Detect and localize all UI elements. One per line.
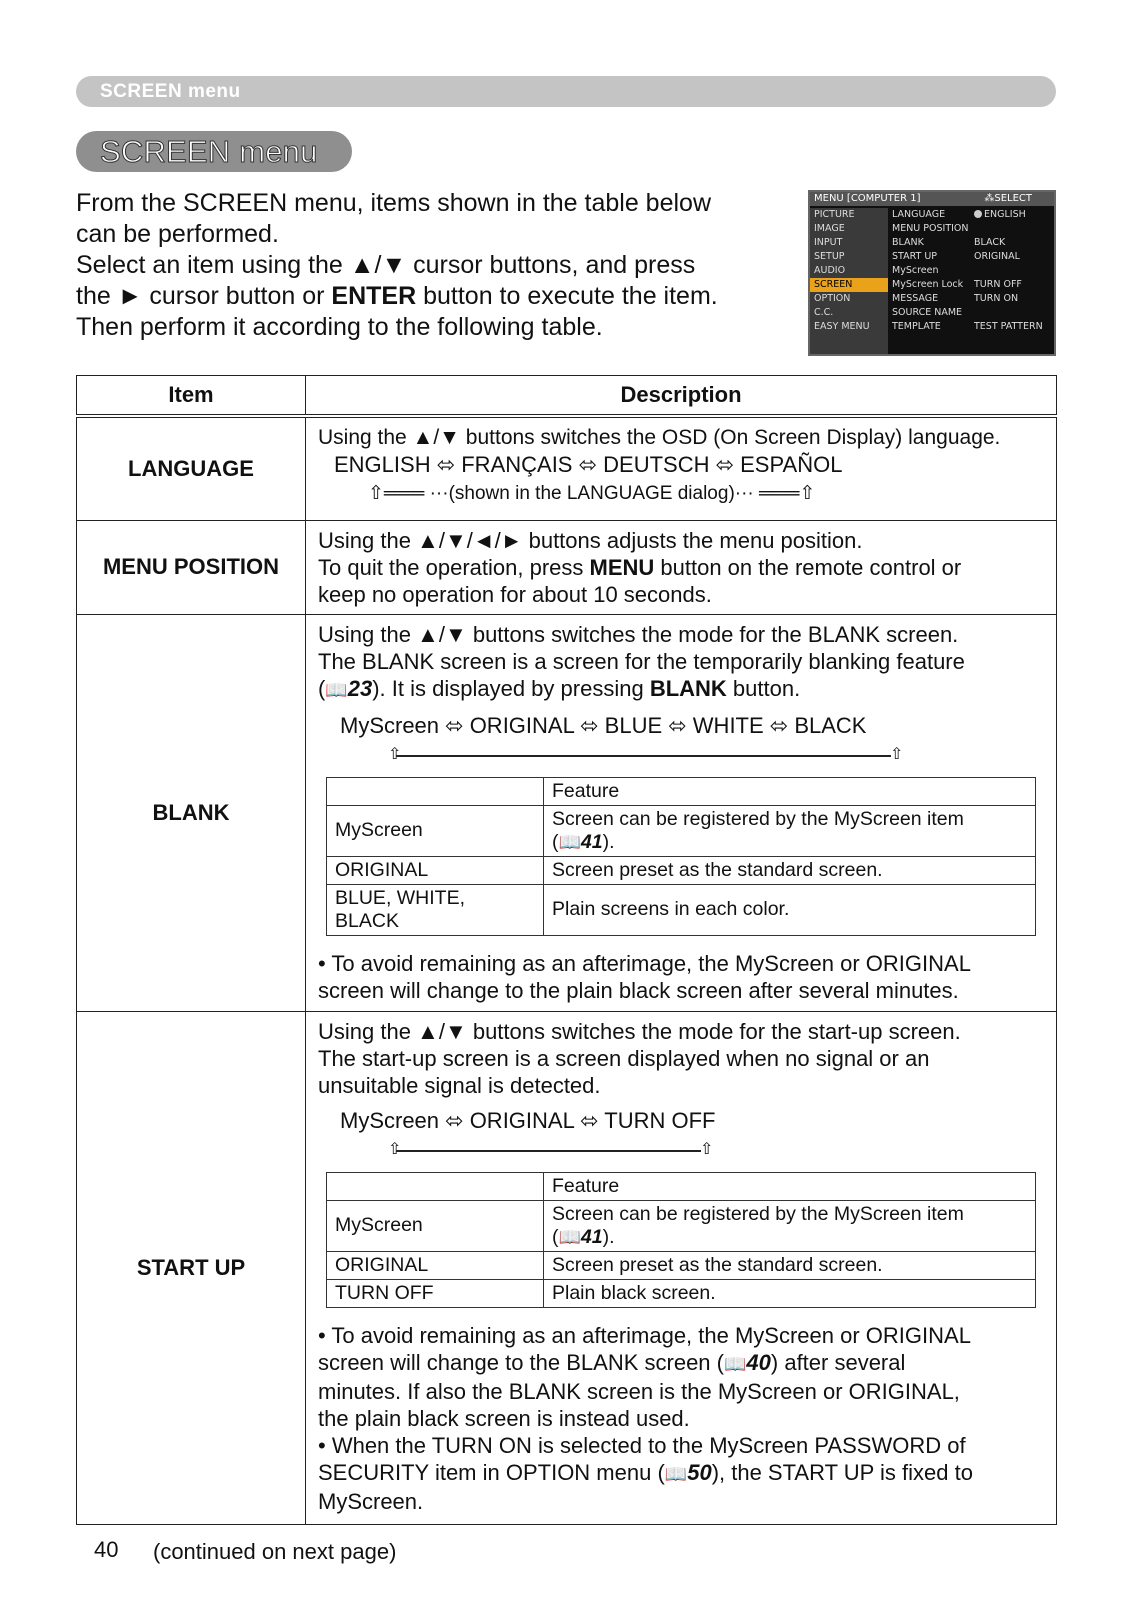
book-icon: 📖 <box>325 679 348 700</box>
desc-line: keep no operation for about 10 seconds. <box>318 581 712 607</box>
section-header-bar <box>76 76 1056 107</box>
intro-line <box>76 281 776 312</box>
note-line: • When the TURN ON is selected to the MyScreen PASSWORD of <box>318 1432 966 1458</box>
table-row <box>77 520 1057 614</box>
section-header-text: SCREEN menu <box>100 81 241 102</box>
blank-feature-table <box>326 777 1036 936</box>
table-row <box>77 1011 1057 1524</box>
table-row <box>77 614 1057 1011</box>
desc-line: Using the ▲/▼/◄/► buttons adjusts the menu position. <box>318 527 863 553</box>
note-line: • To avoid remaining as an afterimage, the MyScreen or ORIGINAL <box>318 1322 971 1348</box>
osd-left-item: EASY MENU <box>814 321 870 332</box>
table-row <box>327 777 1036 805</box>
page-ref: 41 <box>580 1225 603 1248</box>
table-row <box>327 1200 1036 1251</box>
desc-line: The start-up screen is a screen displayed when no signal or an <box>318 1045 930 1071</box>
osd-left-item: AUDIO <box>814 265 846 276</box>
startup-cycle-return: ⇧ ⇧ <box>388 1140 714 1158</box>
page-number: 40 <box>94 1537 119 1562</box>
osd-row: MyScreen Lock TURN OFF <box>892 279 1022 290</box>
desc-line: Using the ▲/▼ buttons switches the OSD (On Screen Display) language. <box>318 426 1001 449</box>
blank-keyword: BLANK <box>649 675 727 701</box>
column-header-description: Description <box>306 376 1057 417</box>
note-line: minutes. If also the BLANK screen is the MyScreen or ORIGINAL, <box>318 1378 960 1404</box>
osd-row: SOURCE NAME <box>892 307 963 318</box>
osd-title: MENU [COMPUTER 1] <box>814 193 921 204</box>
osd-left-item: IMAGE <box>814 223 845 234</box>
table-row <box>327 1251 1036 1279</box>
screen-menu-table <box>76 375 1057 1525</box>
enter-keyword: ENTER <box>331 282 417 310</box>
page-title: SCREEN menu <box>100 134 318 169</box>
table-header-row <box>77 376 1057 417</box>
mode-feature: Plain screens in each color. <box>544 884 1036 935</box>
description-menu-position <box>306 520 1057 614</box>
osd-row: MESSAGE TURN ON <box>892 293 1019 304</box>
page-ref: 23 <box>347 675 373 701</box>
desc-line: To quit the operation, press MENU button on the remote control or <box>318 554 962 580</box>
osd-left-item: SETUP <box>814 251 845 262</box>
mode-feature: Screen preset as the standard screen. <box>544 856 1036 884</box>
desc-line: The BLANK screen is a screen for the temporarily blanking feature <box>318 648 965 674</box>
desc-line: (📖23). It is displayed by pressing BLANK button. <box>318 675 1046 704</box>
intro-text-run: button to execute the item. <box>416 282 718 310</box>
intro-text-run: the ► cursor button or <box>76 282 332 310</box>
language-cycle-return: ⇧═══ ···(shown in the LANGUAGE dialog)··· ═══⇧ <box>368 483 816 504</box>
book-icon: 📖 <box>558 1226 581 1247</box>
desc-line: unsuitable signal is detected. <box>318 1072 601 1098</box>
page-ref: 50 <box>687 1459 712 1485</box>
desc-line: Using the ▲/▼ buttons switches the mode for the start-up screen. <box>318 1018 961 1044</box>
feature-header: Feature <box>544 777 1036 805</box>
description-language <box>306 416 1057 520</box>
mode-feature: Screen can be registered by the MyScreen item (📖41). <box>544 1200 1036 1251</box>
osd-menu-screenshot <box>808 190 1056 356</box>
note-line: • To avoid remaining as an afterimage, the MyScreen or ORIGINAL <box>318 950 971 976</box>
description-start-up <box>306 1011 1057 1524</box>
mode-name: MyScreen <box>327 1200 544 1251</box>
osd-left-item: C.C. <box>814 307 834 318</box>
language-dialog-note: (shown in the LANGUAGE dialog) <box>448 483 735 504</box>
osd-left-item: PICTURE <box>814 209 855 220</box>
menu-keyword: MENU <box>589 554 655 580</box>
osd-title-bar <box>810 192 1054 206</box>
table-row <box>327 856 1036 884</box>
startup-cycle: MyScreen ⬄ ORIGINAL ⬄ TURN OFF <box>340 1107 716 1133</box>
osd-row: TEMPLATE TEST PATTERN <box>892 321 1043 332</box>
osd-row: MyScreen <box>892 265 939 276</box>
note-line: the plain black screen is instead used. <box>318 1405 690 1431</box>
blank-cycle: MyScreen ⬄ ORIGINAL ⬄ BLUE ⬄ WHITE ⬄ BLACK <box>340 712 867 738</box>
osd-select: ⁂SELECT <box>984 193 1032 204</box>
osd-left-menu <box>810 208 888 354</box>
globe-icon <box>974 210 982 218</box>
blank-cycle-return: ⇧ ⇧ <box>388 745 904 763</box>
note-line: screen will change to the BLANK screen (📖40) after several <box>318 1349 1046 1378</box>
osd-left-item: OPTION <box>814 293 851 304</box>
feature-header: Feature <box>544 1172 1036 1200</box>
osd-row: LANGUAGE ENGLISH <box>892 209 1026 220</box>
page-ref: 41 <box>580 830 603 853</box>
mode-feature: Plain black screen. <box>544 1279 1036 1307</box>
intro-line: can be performed. <box>76 220 279 248</box>
page-ref: 40 <box>746 1349 771 1375</box>
note-line: SECURITY item in OPTION menu (📖50), the START UP is fixed to <box>318 1459 1046 1488</box>
osd-left-item: INPUT <box>814 237 843 248</box>
mode-name: BLUE, WHITE, BLACK <box>327 884 544 935</box>
note-line: screen will change to the plain black screen after several minutes. <box>318 977 959 1003</box>
osd-row: START UP ORIGINAL <box>892 251 1020 262</box>
continued-note: (continued on next page) <box>153 1539 397 1564</box>
table-row <box>77 416 1057 520</box>
intro-text <box>76 188 776 343</box>
item-language: LANGUAGE <box>77 416 306 520</box>
osd-left-item-selected: SCREEN <box>810 278 888 292</box>
language-cycle: ENGLISH ⬄ FRANÇAIS ⬄ DEUTSCH ⬄ ESPAÑOL <box>334 452 843 477</box>
note-line: MyScreen. <box>318 1488 424 1514</box>
item-blank: BLANK <box>77 614 306 1011</box>
item-menu-position: MENU POSITION <box>77 520 306 614</box>
mode-name: ORIGINAL <box>327 856 544 884</box>
description-blank <box>306 614 1057 1011</box>
book-icon: 📖 <box>558 831 581 852</box>
osd-row: MENU POSITION <box>892 223 969 234</box>
table-row <box>327 1172 1036 1200</box>
book-icon: 📖 <box>723 1353 747 1374</box>
intro-line: Select an item using the ▲/▼ cursor buttons, and press <box>76 251 696 279</box>
table-row <box>327 805 1036 856</box>
table-row <box>327 884 1036 935</box>
mode-feature: Screen can be registered by the MyScreen item (📖41). <box>544 805 1036 856</box>
intro-line: From the SCREEN menu, items shown in the table below <box>76 189 711 217</box>
column-header-item: Item <box>77 376 306 417</box>
mode-name: MyScreen <box>327 805 544 856</box>
osd-row: BLANK BLACK <box>892 237 1006 248</box>
mode-name: ORIGINAL <box>327 1251 544 1279</box>
item-start-up: START UP <box>77 1011 306 1524</box>
table-row <box>327 1279 1036 1307</box>
osd-right-menu <box>890 208 1054 334</box>
page-title-pill <box>76 131 352 172</box>
startup-feature-table <box>326 1172 1036 1308</box>
intro-line: Then perform it according to the following table. <box>76 313 603 341</box>
desc-line: Using the ▲/▼ buttons switches the mode for the BLANK screen. <box>318 621 959 647</box>
book-icon: 📖 <box>664 1463 688 1484</box>
mode-name: TURN OFF <box>327 1279 544 1307</box>
mode-feature: Screen preset as the standard screen. <box>544 1251 1036 1279</box>
